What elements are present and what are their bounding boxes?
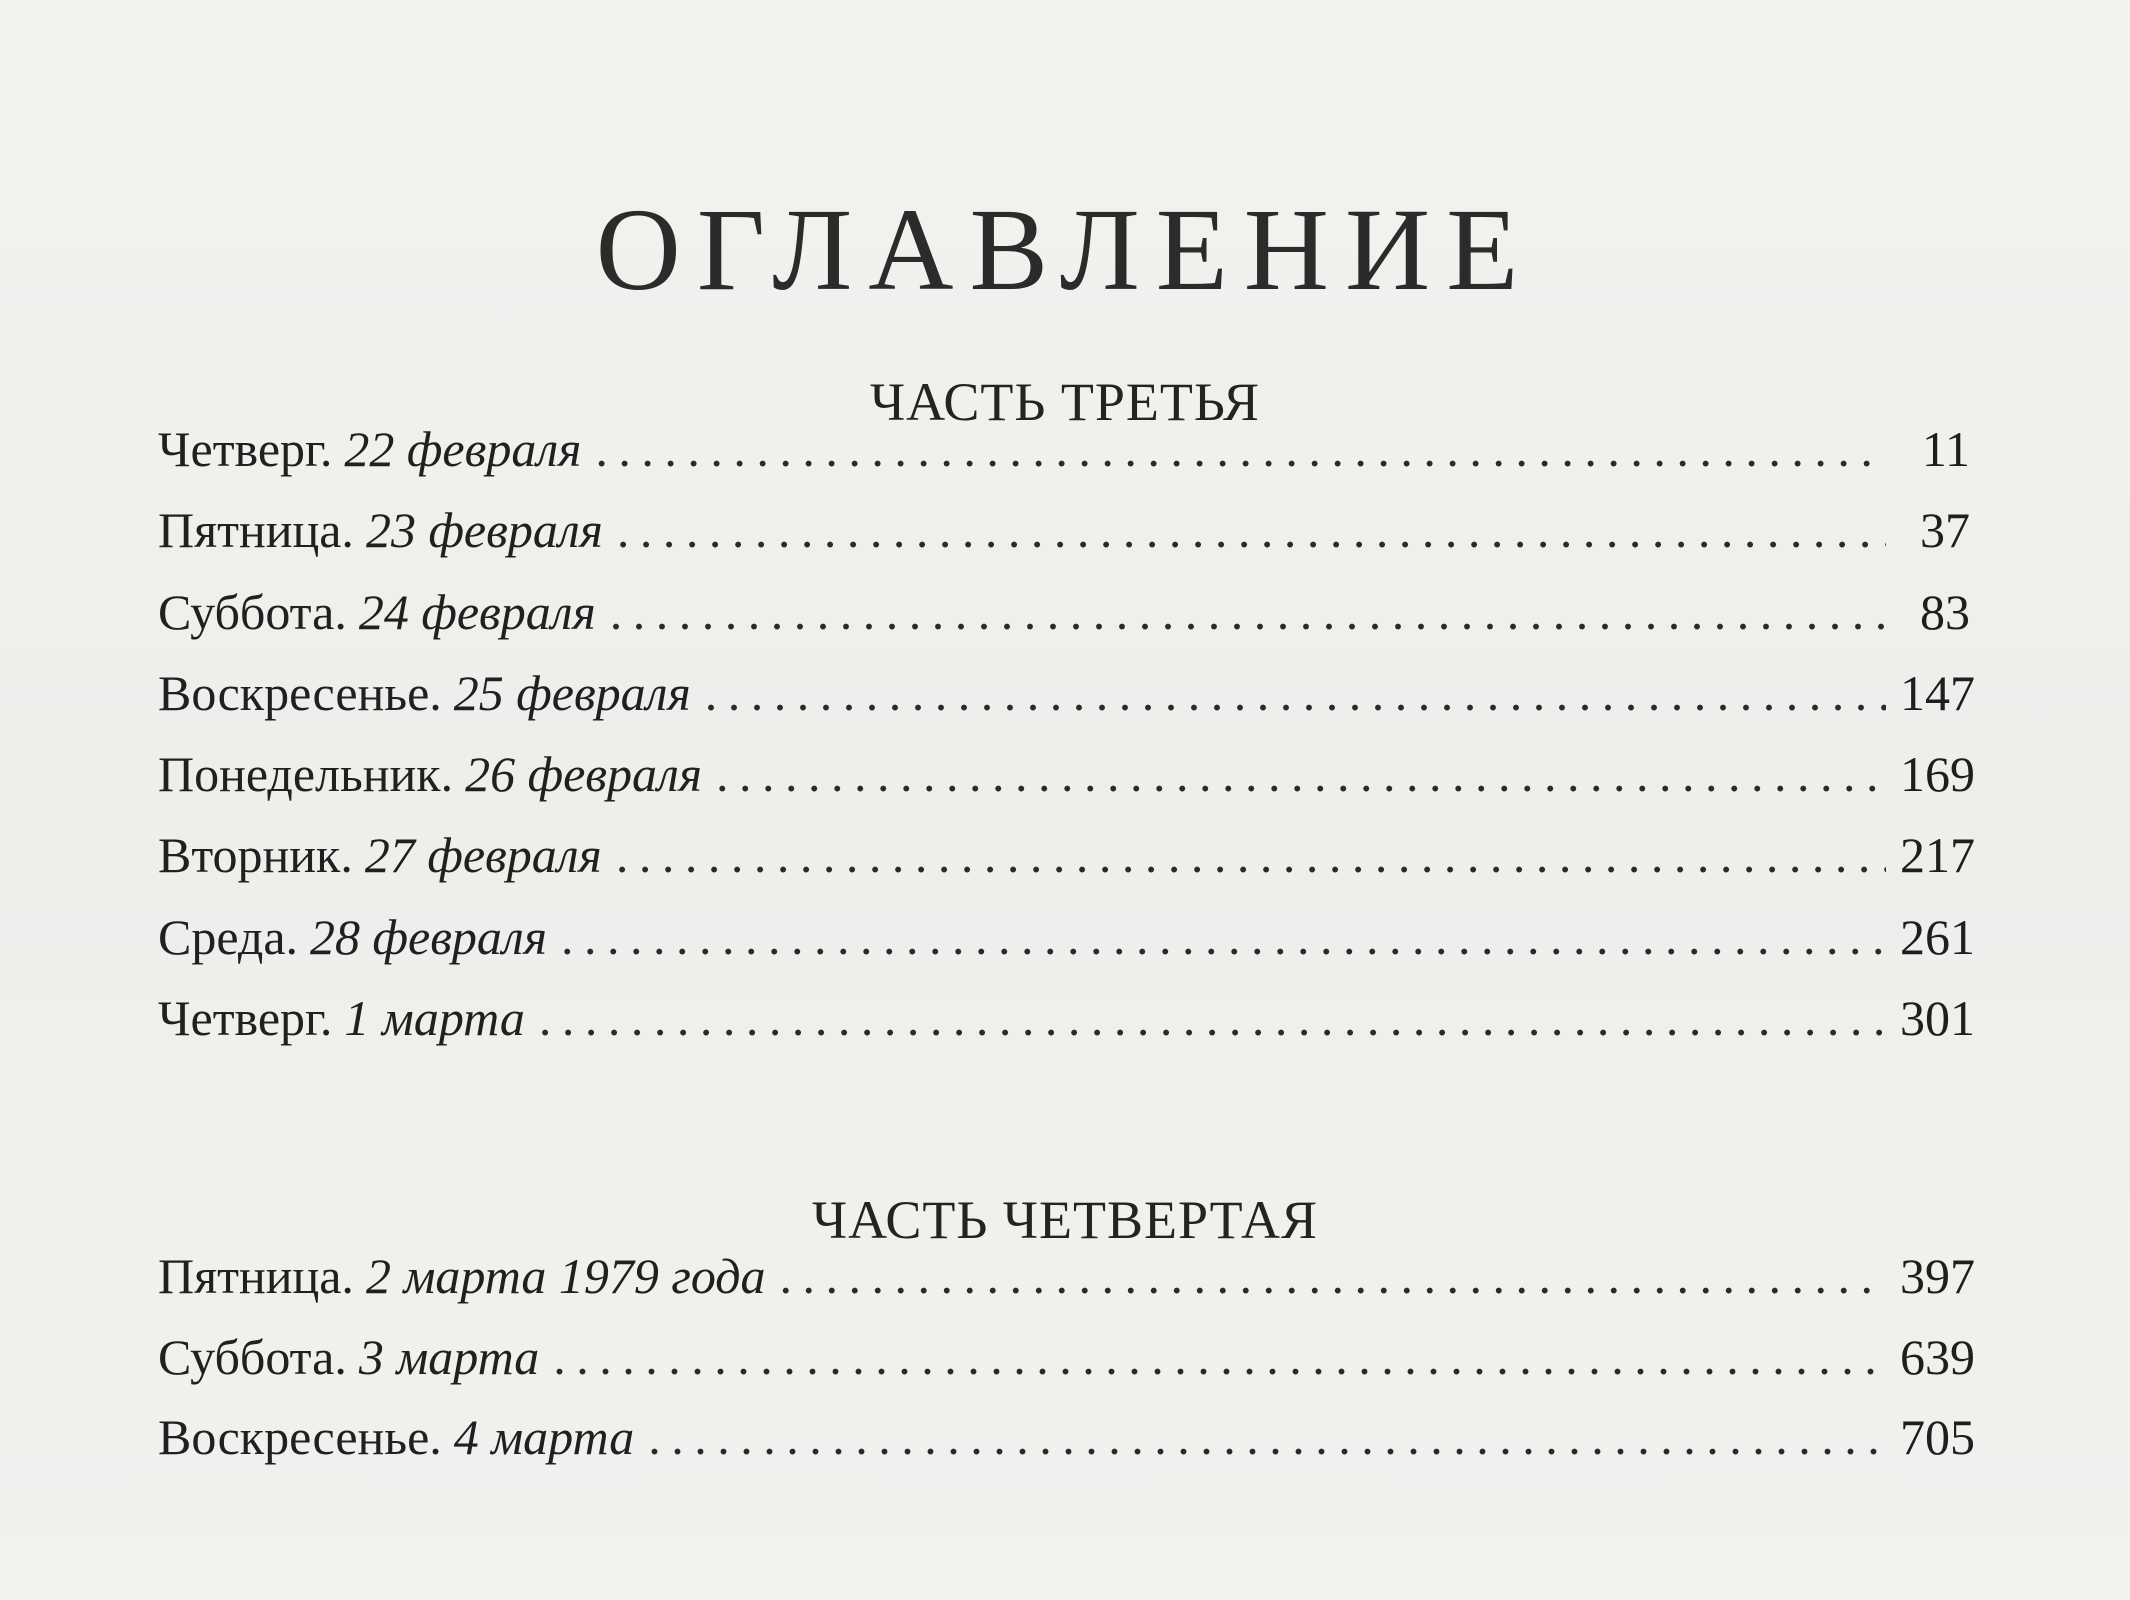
entry-day: Понедельник.: [158, 746, 454, 803]
entry-page-number: 147: [1900, 664, 1975, 721]
toc-entry: [158, 420, 1970, 501]
entry-page-number: 639: [1900, 1328, 1975, 1385]
entry-day: Среда.: [158, 908, 299, 965]
entry-page-number: 217: [1900, 827, 1975, 884]
dot-leader: [716, 745, 1886, 803]
dot-leader: [705, 664, 1886, 722]
toc-entry: [158, 501, 1970, 582]
entry-date: 3 марта: [358, 1328, 540, 1385]
entry-day: Четверг.: [158, 421, 333, 477]
toc-entry: [158, 745, 1975, 826]
entry-page-number: 397: [1900, 1248, 1975, 1304]
toc-entry: [158, 826, 1975, 907]
entry-date: 28 февраля: [310, 908, 547, 965]
dot-leader: [561, 908, 1886, 966]
entry-page-number: 261: [1900, 908, 1975, 965]
dot-leader: [539, 989, 1886, 1047]
entry-day: Вторник.: [158, 827, 353, 884]
dot-leader: [617, 501, 1886, 559]
entry-day: Четверг.: [158, 990, 333, 1047]
toc-entry: [158, 1247, 1975, 1328]
toc-entry: [158, 908, 1975, 989]
entry-page-number: 37: [1920, 502, 1970, 559]
entry-day: Пятница.: [158, 502, 354, 559]
entry-date: 4 марта: [453, 1409, 635, 1465]
entry-day: Пятница.: [158, 1248, 354, 1304]
toc-entry: [158, 1408, 1975, 1489]
dot-leader: [648, 1408, 1886, 1466]
entry-date: 27 февраля: [364, 827, 602, 884]
entry-page-number: 169: [1900, 746, 1975, 803]
toc-entry: [158, 1328, 1975, 1409]
toc-entry: [158, 583, 1970, 664]
entry-page-number: 83: [1920, 583, 1970, 640]
entry-date: 26 февраля: [465, 746, 703, 803]
toc-list: [158, 420, 1975, 1070]
entry-page-number: 301: [1900, 990, 1975, 1047]
toc-entry: [158, 664, 1975, 745]
toc-entry: [158, 989, 1975, 1070]
entry-date: 22 февраля: [344, 421, 582, 477]
dot-leader: [780, 1247, 1886, 1305]
entry-date: 24 февраля: [358, 583, 596, 640]
toc-list: [158, 1247, 1975, 1489]
entry-date: 25 февраля: [453, 664, 691, 721]
page-title: ОГЛАВЛЕНИЕ: [595, 184, 1535, 316]
entry-day: Воскресенье.: [158, 1409, 442, 1465]
entry-date: 1 марта: [344, 990, 525, 1047]
dot-leader: [553, 1328, 1886, 1386]
entry-page-number: 705: [1900, 1409, 1975, 1465]
dot-leader: [595, 420, 1886, 478]
dot-leader: [610, 583, 1886, 641]
entry-day: Суббота.: [158, 583, 347, 640]
entry-date: 23 февраля: [365, 502, 603, 559]
dot-leader: [616, 826, 1886, 884]
entry-day: Воскресенье.: [158, 664, 442, 721]
entry-page-number: 11: [1921, 421, 1970, 477]
part-heading: ЧАСТЬ ЧЕТВЕРТАЯ: [812, 1189, 1318, 1250]
part-heading: ЧАСТЬ ТРЕТЬЯ: [869, 371, 1261, 432]
entry-day: Суббота.: [158, 1328, 347, 1385]
entry-date: 2 марта 1979 года: [365, 1248, 766, 1304]
